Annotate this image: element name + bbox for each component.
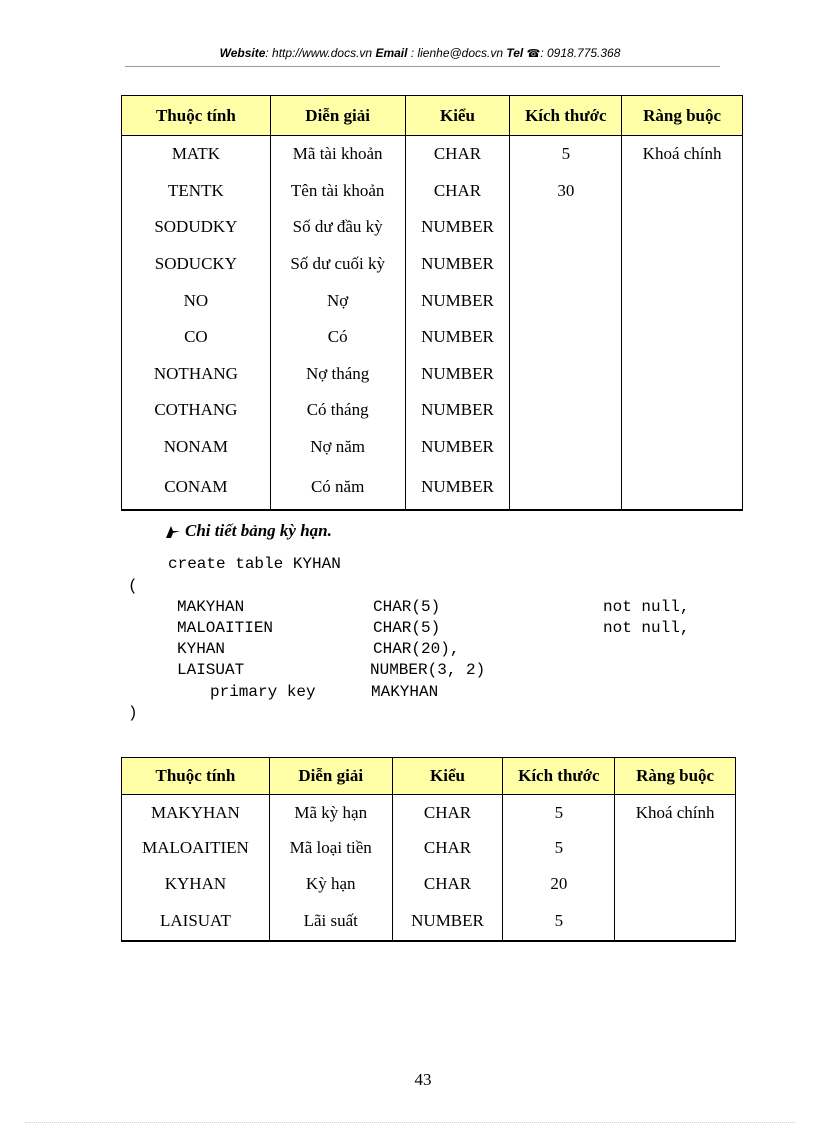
table-cell: NUMBER <box>405 392 510 429</box>
kyhan-attributes-table <box>121 757 736 942</box>
table-cell: CO <box>122 319 271 356</box>
table-cell <box>622 173 743 210</box>
code-column-name: MALOAITIEN <box>177 619 274 637</box>
table-cell: Có năm <box>270 465 405 510</box>
table-cell: NUMBER <box>405 356 510 393</box>
table-cell: 5 <box>503 831 615 867</box>
table-cell: Tên tài khoản <box>270 173 405 210</box>
code-column-name: LAISUAT <box>177 661 245 679</box>
table-row <box>122 282 743 319</box>
code-line-create: create table KYHAN <box>168 555 341 573</box>
table-cell: NUMBER <box>405 282 510 319</box>
website-label: Website <box>219 46 266 60</box>
table-row <box>122 902 736 941</box>
column-header: Kích thước <box>510 96 622 136</box>
table-cell: NO <box>122 282 271 319</box>
table-cell: NUMBER <box>392 902 503 941</box>
table-cell: Khoá chính <box>622 136 743 173</box>
column-header: Kích thước <box>503 758 615 795</box>
table-cell: LAISUAT <box>122 902 270 941</box>
table-cell <box>510 246 622 283</box>
table-cell <box>510 429 622 466</box>
table-cell: MAKYHAN <box>122 795 270 831</box>
table-cell: Có <box>270 319 405 356</box>
table-row <box>122 209 743 246</box>
code-column-name: MAKYHAN <box>177 598 245 616</box>
code-column-null: not null, <box>603 619 690 637</box>
table-row <box>122 795 736 831</box>
code-column-type: CHAR(20), <box>373 640 460 658</box>
section-title: Chi tiết bảng kỳ hạn. <box>185 521 332 540</box>
column-header: Kiểu <box>405 96 510 136</box>
table-row <box>122 246 743 283</box>
table-cell <box>615 866 736 902</box>
email-label: Email <box>375 46 408 60</box>
table-row <box>122 866 736 902</box>
table-cell: CHAR <box>392 795 503 831</box>
table-cell: CHAR <box>392 831 503 867</box>
table-cell: 30 <box>510 173 622 210</box>
table-cell: CHAR <box>405 136 510 173</box>
table-cell: Số dư cuối kỳ <box>270 246 405 283</box>
code-primary-key-label: primary key <box>210 683 316 701</box>
table-cell: Số dư đầu kỳ <box>270 209 405 246</box>
column-header: Diễn giải <box>270 96 405 136</box>
website-value: : http://www.docs.vn <box>265 46 373 60</box>
table-cell <box>622 246 743 283</box>
table-cell: Mã kỳ hạn <box>269 795 392 831</box>
code-column-name: KYHAN <box>177 640 226 658</box>
table-cell <box>622 356 743 393</box>
table-cell: COTHANG <box>122 392 271 429</box>
email-value: : lienhe@docs.vn <box>410 46 504 60</box>
table-cell <box>510 465 622 510</box>
column-header: Ràng buộc <box>622 96 743 136</box>
page-number: 43 <box>414 1070 432 1089</box>
table-cell: SODUDKY <box>122 209 271 246</box>
table-cell <box>622 209 743 246</box>
tel-label: Tel <box>506 46 524 60</box>
table-cell <box>622 465 743 510</box>
column-header: Ràng buộc <box>615 758 736 795</box>
code-primary-key-value: MAKYHAN <box>371 683 439 701</box>
column-header: Thuộc tính <box>122 96 271 136</box>
page-header <box>120 46 720 66</box>
code-column-type: CHAR(5) <box>373 598 441 616</box>
table-header-row <box>122 758 736 795</box>
column-header: Thuộc tính <box>122 758 270 795</box>
table-cell: NUMBER <box>405 246 510 283</box>
header-divider <box>125 66 720 67</box>
table-cell: NUMBER <box>405 429 510 466</box>
table-cell: MATK <box>122 136 271 173</box>
code-open-paren: ( <box>128 577 138 595</box>
table-row <box>122 319 743 356</box>
table-cell: Nợ tháng <box>270 356 405 393</box>
table-cell <box>510 319 622 356</box>
table-cell <box>622 429 743 466</box>
section-heading <box>165 521 332 541</box>
phone-icon: ☎ <box>526 48 541 60</box>
table-cell: NUMBER <box>405 209 510 246</box>
table-header-row <box>122 96 743 136</box>
table-cell <box>510 392 622 429</box>
table-cell: SODUCKY <box>122 246 271 283</box>
table-cell <box>510 356 622 393</box>
table-cell: Lãi suất <box>269 902 392 941</box>
table-cell: Nợ năm <box>270 429 405 466</box>
table-cell <box>622 392 743 429</box>
table-cell: Có tháng <box>270 392 405 429</box>
table-cell: 5 <box>503 902 615 941</box>
table-cell: CHAR <box>392 866 503 902</box>
table-row <box>122 356 743 393</box>
table-row <box>122 136 743 173</box>
table-cell: Mã tài khoản <box>270 136 405 173</box>
table-cell <box>615 831 736 867</box>
table-cell: Kỳ hạn <box>269 866 392 902</box>
table-cell <box>510 282 622 319</box>
table-cell: CONAM <box>122 465 271 510</box>
table-cell: Khoá chính <box>615 795 736 831</box>
column-header: Diễn giải <box>269 758 392 795</box>
table-cell <box>622 319 743 356</box>
code-column-null: not null, <box>603 598 690 616</box>
arrow-bullet-icon <box>165 525 181 539</box>
table-cell: MALOAITIEN <box>122 831 270 867</box>
table-cell <box>510 209 622 246</box>
code-close-paren: ) <box>128 704 138 722</box>
table-row <box>122 392 743 429</box>
tel-value: : 0918.775.368 <box>540 46 621 60</box>
code-column-type: CHAR(5) <box>373 619 441 637</box>
account-attributes-table <box>121 95 743 511</box>
table-cell: NOTHANG <box>122 356 271 393</box>
table-cell: NUMBER <box>405 319 510 356</box>
table-cell: NONAM <box>122 429 271 466</box>
table-cell: TENTK <box>122 173 271 210</box>
table-cell <box>615 902 736 941</box>
table-cell: NUMBER <box>405 465 510 510</box>
code-column-type: NUMBER(3, 2) <box>370 661 486 679</box>
table-row <box>122 429 743 466</box>
table-row <box>122 173 743 210</box>
table-cell: 5 <box>503 795 615 831</box>
table-cell <box>622 282 743 319</box>
table-cell: KYHAN <box>122 866 270 902</box>
table-cell: 5 <box>510 136 622 173</box>
table-cell: 20 <box>503 866 615 902</box>
table-row <box>122 465 743 510</box>
table-cell: Mã loại tiền <box>269 831 392 867</box>
table-row <box>122 831 736 867</box>
table-cell: Nợ <box>270 282 405 319</box>
column-header: Kiểu <box>392 758 503 795</box>
table-cell: CHAR <box>405 173 510 210</box>
